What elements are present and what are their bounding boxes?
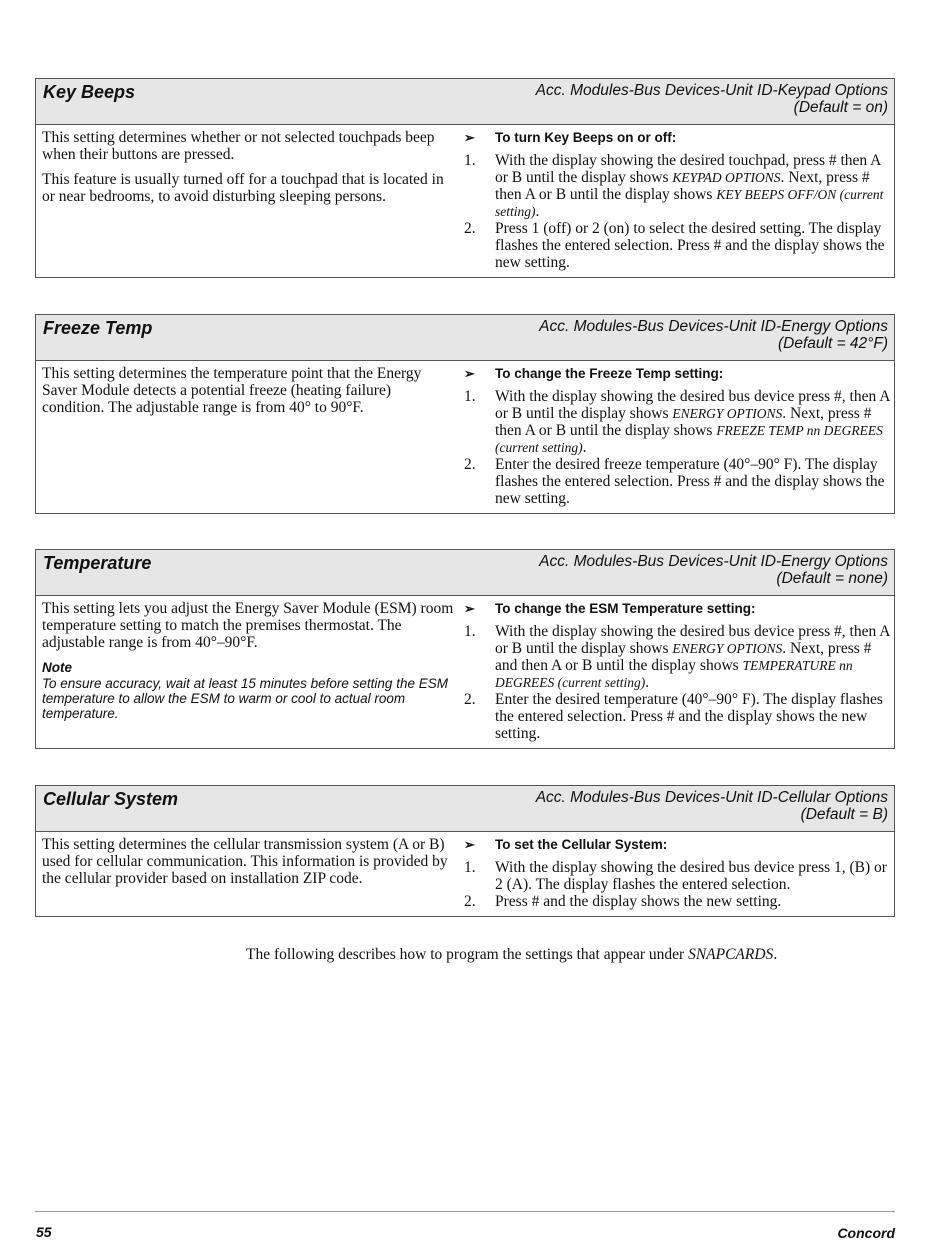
- procedure-heading: [464, 365, 890, 382]
- procedure-title: To set the Cellular System:: [495, 837, 668, 852]
- default-value: (Default = on): [793, 99, 888, 116]
- closing-term: SNAPCARDS: [688, 946, 774, 963]
- footer-divider: [35, 1211, 895, 1212]
- section-title: Temperature: [43, 553, 152, 573]
- display-text: ENERGY OPTIONS: [672, 406, 783, 421]
- step-text: With the display showing the desired bus device press #, then A or B until the display shows: [495, 388, 890, 422]
- menu-path: Acc. Modules-Bus Devices-Unit ID-Cellular Options: [535, 789, 888, 806]
- procedure-column: [464, 365, 890, 507]
- section-header: [36, 786, 894, 832]
- section-title: Freeze Temp: [43, 318, 153, 338]
- procedure-column: [464, 600, 890, 742]
- procedure-heading: [464, 600, 890, 617]
- procedure-step: [464, 152, 890, 220]
- arrow-bullet-icon: ➢: [464, 366, 475, 381]
- menu-path: Acc. Modules-Bus Devices-Unit ID-Keypad Options: [535, 82, 888, 99]
- section-menu-path: [536, 82, 888, 116]
- section-key-beeps: [35, 78, 895, 278]
- procedure-step: [464, 691, 890, 742]
- description-column: [42, 600, 454, 721]
- procedure-title: To change the Freeze Temp setting:: [495, 366, 724, 381]
- note-label: Note: [42, 660, 72, 675]
- step-number: 2.: [464, 220, 476, 237]
- section-menu-path: [539, 318, 888, 352]
- step-number: 2.: [464, 691, 476, 708]
- procedure-step: [464, 220, 890, 271]
- section-menu-path: [539, 553, 888, 587]
- menu-path: Acc. Modules-Bus Devices-Unit ID-Energy Options: [539, 318, 888, 335]
- description-paragraph: This setting lets you adjust the Energy Saver Module (ESM) room temperature setting to match the premises thermostat. The adjustable range is from 40°–90°F.: [42, 600, 454, 651]
- procedure-step: [464, 456, 890, 507]
- procedure-step: [464, 859, 890, 893]
- section-title: Cellular System: [43, 789, 179, 809]
- default-value: (Default = 42°F): [777, 335, 888, 352]
- default-value: (Default = B): [800, 806, 888, 823]
- procedure-heading: [464, 836, 890, 853]
- display-text: KEYPAD OPTIONS: [672, 170, 781, 185]
- display-text: KEY BEEPS OFF/ON (current setting): [495, 187, 884, 219]
- arrow-bullet-icon: ➢: [464, 130, 475, 145]
- step-number: 2.: [464, 893, 476, 910]
- description-paragraph: This setting determines whether or not selected touchpads beep when their buttons are pressed.: [42, 129, 435, 163]
- step-text: Enter the desired temperature (40°–90° F). The display flashes the entered selection. Press # and the display shows the new setting.: [495, 691, 883, 742]
- step-text: .: [582, 439, 587, 456]
- page-number: 55: [36, 1224, 52, 1240]
- menu-path: Acc. Modules-Bus Devices-Unit ID-Energy Options: [539, 553, 888, 570]
- procedure-column: [464, 129, 890, 271]
- step-text: . Next, press # then A or B until the display shows: [495, 169, 870, 203]
- closing-sentence: [246, 946, 777, 964]
- procedure-column: [464, 836, 890, 910]
- step-text: . Next, press # and then A or B until the display shows: [495, 640, 872, 674]
- procedure-title: To turn Key Beeps on or off:: [495, 130, 677, 145]
- description-column: [42, 836, 454, 895]
- arrow-bullet-icon: ➢: [464, 837, 475, 852]
- default-value: (Default = none): [776, 570, 888, 587]
- closing-suffix: .: [773, 946, 778, 963]
- section-header: [36, 315, 894, 361]
- step-text: With the display showing the desired bus device press 1, (B) or 2 (A). The display flashes the entered selection.: [495, 859, 887, 893]
- step-text: Press # and the display shows the new setting.: [495, 893, 782, 910]
- step-number: 1.: [464, 388, 476, 405]
- note-text: To ensure accuracy, wait at least 15 minutes before setting the ESM temperature to allow the ESM to warm or cool to actual room temperature.: [42, 676, 448, 721]
- display-text: FREEZE TEMP nn DEGREES (current setting): [495, 423, 883, 455]
- step-number: 1.: [464, 152, 476, 169]
- display-text: ENERGY OPTIONS: [672, 641, 783, 656]
- section-header: [36, 550, 894, 596]
- description-paragraph: This feature is usually turned off for a touchpad that is located in or near bedrooms, to avoid disturbing sleeping persons.: [42, 171, 444, 205]
- procedure-heading: [464, 129, 890, 146]
- description-paragraph: This setting determines the temperature point that the Energy Saver Module detects a potential freeze (heating failure) condition. The adjustable range is from 40° to 90°F.: [42, 365, 422, 416]
- procedure-step: [464, 388, 890, 456]
- section-title: Key Beeps: [43, 82, 136, 102]
- section-freeze-temp: [35, 314, 895, 514]
- step-text: Enter the desired freeze temperature (40°–90° F). The display flashes the entered selection. Press # and the display shows the new setting.: [495, 456, 885, 507]
- step-text: .: [645, 674, 650, 691]
- section-cellular-system: [35, 785, 895, 917]
- closing-text: The following describes how to program the settings that appear under: [246, 946, 689, 963]
- description-paragraph: This setting determines the cellular transmission system (A or B) used for cellular communication. This information is provided by the cellular provider based on installation ZIP code.: [42, 836, 448, 887]
- step-text: With the display showing the desired touchpad, press # then A or B until the display shows: [495, 152, 881, 186]
- step-text: Press 1 (off) or 2 (on) to select the desired setting. The display flashes the entered selection. Press # and the display shows the new setting.: [495, 220, 885, 271]
- step-number: 1.: [464, 623, 476, 640]
- step-text: .: [535, 203, 540, 220]
- step-text: With the display showing the desired bus device press #, then A or B until the display shows: [495, 623, 890, 657]
- step-number: 2.: [464, 456, 476, 473]
- step-number: 1.: [464, 859, 476, 876]
- procedure-step: [464, 893, 890, 910]
- description-column: [42, 129, 454, 213]
- section-menu-path: [536, 789, 888, 823]
- procedure-title: To change the ESM Temperature setting:: [495, 601, 756, 616]
- footer-brand: Concord: [837, 1225, 895, 1241]
- display-text: TEMPERATURE nn DEGREES (current setting): [495, 658, 853, 690]
- description-column: [42, 365, 454, 424]
- step-text: . Next, press # then A or B until the display shows: [495, 405, 872, 439]
- section-header: [36, 79, 894, 125]
- arrow-bullet-icon: ➢: [464, 601, 475, 616]
- procedure-step: [464, 623, 890, 691]
- section-temperature: [35, 549, 895, 749]
